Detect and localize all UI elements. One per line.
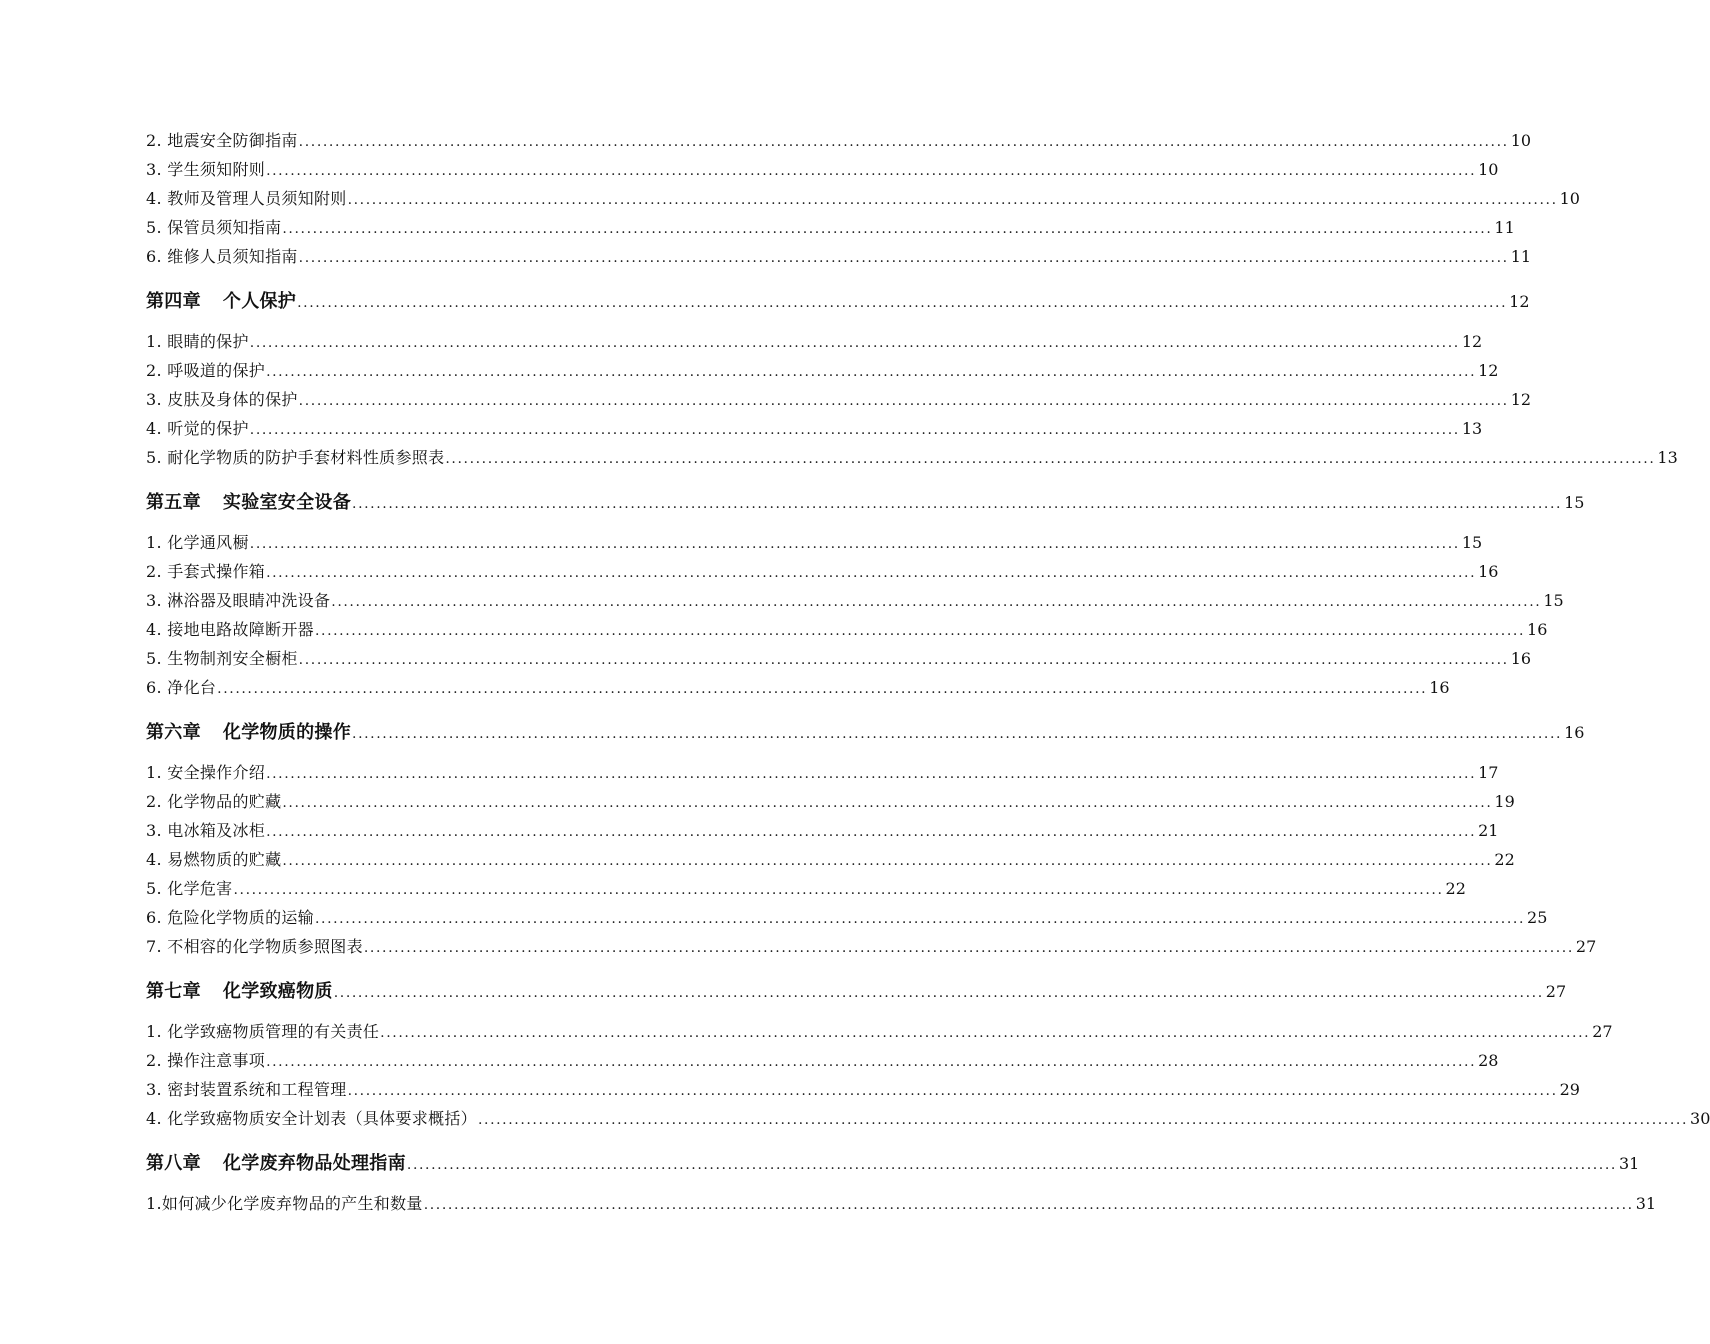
toc-page-number: 13 <box>1657 448 1678 467</box>
toc-entry-number: 第五章 <box>146 492 201 513</box>
toc-entry-number: 3. <box>146 160 162 179</box>
dot-leader: ........................................................................................................................................................................................................ <box>445 451 1656 467</box>
toc-page-number: 27 <box>1575 937 1597 956</box>
dot-leader: ........................................................................................................................................................................................................ <box>477 1112 1689 1128</box>
toc-section-entry[interactable] <box>146 329 1483 352</box>
toc-page-number: 12 <box>1478 361 1499 380</box>
toc-section-entry[interactable] <box>146 789 1515 812</box>
toc-page-number: 29 <box>1559 1080 1580 1099</box>
dot-leader: ........................................................................................................................................................................................................ <box>282 221 1493 237</box>
toc-page-number: 28 <box>1478 1051 1499 1070</box>
dot-leader: ........................................................................................................................................................................................................ <box>266 824 1477 840</box>
dot-leader: ........................................................................................................................................................................................................ <box>217 681 1428 697</box>
dot-leader: ........................................................................................................................................................................................................ <box>249 335 1460 351</box>
toc-section-entry[interactable] <box>146 186 1580 209</box>
toc-section-entry[interactable] <box>146 128 1532 151</box>
toc-entry-number: 第八章 <box>146 1153 201 1174</box>
dot-leader: ........................................................................................................................................................................................................ <box>423 1197 1634 1213</box>
toc-entry-title: 安全操作介绍 <box>167 763 266 782</box>
dot-leader: ........................................................................................................................................................................................................ <box>352 726 1563 742</box>
toc-page-number: 31 <box>1635 1194 1657 1213</box>
toc-page-number: 11 <box>1494 218 1515 237</box>
toc-page-number: 10 <box>1559 189 1580 208</box>
toc-chapter-entry[interactable] <box>146 1149 1640 1175</box>
dot-leader: ........................................................................................................................................................................................................ <box>298 134 1509 150</box>
toc-entry-title: 如何减少化学废弃物品的产生和数量 <box>161 1194 423 1213</box>
toc-section-entry[interactable] <box>146 157 1499 180</box>
toc-page-number: 17 <box>1478 763 1499 782</box>
toc-entry-label <box>146 1077 347 1100</box>
toc-page-number: 11 <box>1510 247 1532 266</box>
toc-entry-number: 2. <box>146 361 162 380</box>
toc-page-number: 25 <box>1527 908 1548 927</box>
toc-chapter-entry[interactable] <box>146 488 1585 514</box>
toc-entry-label <box>146 617 314 640</box>
toc-entry-number: 5. <box>146 879 162 898</box>
toc-section-entry[interactable] <box>146 1048 1499 1071</box>
toc-page-number: 12 <box>1461 332 1483 351</box>
toc-page-number: 27 <box>1592 1022 1613 1041</box>
toc-entry-number: 3. <box>146 1080 162 1099</box>
dot-leader: ........................................................................................................................................................................................................ <box>347 192 1558 208</box>
toc-section-entry[interactable] <box>146 588 1564 611</box>
toc-entry-number: 5. <box>146 649 162 668</box>
toc-entry-label <box>146 718 351 744</box>
toc-section-entry[interactable] <box>146 617 1548 640</box>
toc-entry-number: 4. <box>146 189 162 208</box>
toc-section-entry[interactable] <box>146 358 1499 381</box>
toc-entry-number: 第四章 <box>146 291 201 312</box>
dot-leader: ........................................................................................................................................................................................................ <box>266 1054 1477 1070</box>
toc-entry-label <box>146 157 265 180</box>
toc-section-entry[interactable] <box>146 530 1483 553</box>
dot-leader: ........................................................................................................................................................................................................ <box>314 623 1526 639</box>
dot-leader: ........................................................................................................................................................................................................ <box>266 565 1477 581</box>
toc-entry-label <box>146 559 265 582</box>
toc-entry-number: 第六章 <box>146 722 201 743</box>
toc-entry-label <box>146 876 232 899</box>
dot-leader: ........................................................................................................................................................................................................ <box>266 163 1477 179</box>
toc-entry-label <box>146 1019 379 1042</box>
toc-entry-title: 净化台 <box>167 678 217 697</box>
toc-section-entry[interactable] <box>146 416 1483 439</box>
toc-entry-number: 4. <box>146 620 162 639</box>
toc-section-entry[interactable] <box>146 847 1515 870</box>
toc-entry-title: 危险化学物质的运输 <box>167 908 314 927</box>
dot-leader: ........................................................................................................................................................................................................ <box>298 250 1509 266</box>
toc-entry-title: 听觉的保护 <box>167 419 249 438</box>
toc-page-number: 13 <box>1461 419 1483 438</box>
toc-entry-label <box>146 760 265 783</box>
toc-entry-title: 接地电路故障断开器 <box>167 620 314 639</box>
dot-leader: ........................................................................................................................................................................................................ <box>333 985 1544 1001</box>
toc-entry-number: 1. <box>146 1022 162 1041</box>
toc-entry-number: 1. <box>146 1194 162 1213</box>
toc-entry-title: 操作注意事项 <box>167 1051 266 1070</box>
toc-page-number: 16 <box>1564 723 1585 742</box>
toc-page-number: 10 <box>1510 131 1532 150</box>
toc-entry-label <box>146 488 351 514</box>
toc-entry-label <box>146 934 363 957</box>
toc-section-entry[interactable] <box>146 1077 1580 1100</box>
toc-section-entry[interactable] <box>146 646 1532 669</box>
toc-entry-title: 实验室安全设备 <box>222 492 352 513</box>
toc-entry-title: 呼吸道的保护 <box>167 361 266 380</box>
dot-leader: ........................................................................................................................................................................................................ <box>331 594 1542 610</box>
dot-leader: ........................................................................................................................................................................................................ <box>298 393 1509 409</box>
toc-entry-number: 6. <box>146 908 162 927</box>
toc-entry-label <box>146 215 281 238</box>
toc-entry-title: 化学致癌物质 <box>222 981 333 1002</box>
toc-page-number: 22 <box>1445 879 1466 898</box>
toc-page-number: 16 <box>1478 562 1499 581</box>
dot-leader: ........................................................................................................................................................................................................ <box>282 795 1493 811</box>
toc-entry-label <box>146 445 444 468</box>
toc-entry-title: 化学危害 <box>167 879 233 898</box>
toc-entry-label <box>146 646 298 669</box>
dot-leader: ........................................................................................................................................................................................................ <box>298 652 1509 668</box>
toc-entry-title: 教师及管理人员须知附则 <box>167 189 347 208</box>
toc-entry-label <box>146 818 265 841</box>
toc-page-number: 19 <box>1494 792 1515 811</box>
dot-leader: ........................................................................................................................................................................................................ <box>314 911 1526 927</box>
toc-entry-title: 电冰箱及冰柜 <box>167 821 266 840</box>
toc-page-number: 21 <box>1478 821 1499 840</box>
toc-entry-label <box>146 287 296 313</box>
dot-leader: ........................................................................................................................................................................................................ <box>266 766 1477 782</box>
toc-entry-number: 4. <box>146 850 162 869</box>
toc-section-entry[interactable] <box>146 934 1597 957</box>
toc-entry-number: 第七章 <box>146 981 201 1002</box>
dot-leader: ........................................................................................................................................................................................................ <box>352 496 1563 512</box>
toc-entry-title: 地震安全防御指南 <box>167 131 298 150</box>
toc-page-number: 30 <box>1690 1109 1710 1128</box>
toc-section-entry[interactable] <box>146 559 1499 582</box>
toc-page-number: 27 <box>1545 982 1567 1001</box>
toc-entry-number: 5. <box>146 218 162 237</box>
toc-entry-number: 2. <box>146 131 162 150</box>
toc-entry-title: 化学废弃物品处理指南 <box>222 1153 406 1174</box>
toc-chapter-entry[interactable] <box>146 718 1585 744</box>
toc-section-entry[interactable] <box>146 760 1499 783</box>
toc-entry-label <box>146 1106 477 1129</box>
toc-section-entry[interactable] <box>146 1019 1613 1042</box>
toc-section-entry[interactable] <box>146 387 1532 410</box>
toc-page-number: 15 <box>1543 591 1564 610</box>
toc-entry-number: 6. <box>146 678 162 697</box>
toc-entry-label <box>146 530 249 553</box>
toc-entry-label <box>146 905 314 928</box>
toc-entry-label <box>146 675 216 698</box>
toc-section-entry[interactable] <box>146 445 1678 468</box>
toc-entry-number: 2. <box>146 792 162 811</box>
toc-entry-number: 1. <box>146 533 162 552</box>
dot-leader: ........................................................................................................................................................................................................ <box>380 1025 1591 1041</box>
toc-entry-title: 手套式操作箱 <box>167 562 266 581</box>
toc-chapter-entry[interactable] <box>146 977 1567 1003</box>
toc-section-entry[interactable] <box>146 905 1548 928</box>
dot-leader: ........................................................................................................................................................................................................ <box>233 882 1444 898</box>
toc-page-number: 22 <box>1494 850 1515 869</box>
toc-entry-number: 1. <box>146 332 162 351</box>
toc-section-entry[interactable] <box>146 675 1450 698</box>
toc-entry-title: 生物制剂安全橱柜 <box>167 649 298 668</box>
toc-entry-title: 化学物质的操作 <box>222 722 352 743</box>
toc-entry-number: 6. <box>146 247 162 266</box>
toc-entry-label <box>146 847 281 870</box>
toc-entry-number: 3. <box>146 591 162 610</box>
toc-page-number: 31 <box>1618 1154 1640 1173</box>
toc-entry-title: 化学致癌物质安全计划表（具体要求概括） <box>167 1109 477 1128</box>
toc-entry-label <box>146 1191 423 1214</box>
toc-entry-label <box>146 186 347 209</box>
dot-leader: ........................................................................................................................................................................................................ <box>347 1083 1558 1099</box>
toc-entry-number: 3. <box>146 390 162 409</box>
toc-entry-number: 2. <box>146 1051 162 1070</box>
toc-page-number: 16 <box>1527 620 1548 639</box>
toc-page-number: 10 <box>1478 160 1499 179</box>
toc-section-entry[interactable] <box>146 818 1499 841</box>
toc-entry-label <box>146 789 281 812</box>
dot-leader: ........................................................................................................................................................................................................ <box>297 295 1508 311</box>
toc-page-number: 16 <box>1510 649 1532 668</box>
toc-entry-label <box>146 1149 406 1175</box>
toc-entry-number: 3. <box>146 821 162 840</box>
toc-section-entry[interactable] <box>146 876 1466 899</box>
toc-entry-title: 耐化学物质的防护手套材料性质参照表 <box>167 448 445 467</box>
toc-entry-title: 个人保护 <box>222 291 297 312</box>
toc-entry-label <box>146 329 249 352</box>
toc-entry-number: 7. <box>146 937 162 956</box>
toc-page-number: 12 <box>1510 390 1532 409</box>
toc-entry-title: 学生须知附则 <box>167 160 266 179</box>
toc-entry-label <box>146 244 298 267</box>
toc-entry-title: 保管员须知指南 <box>167 218 282 237</box>
dot-leader: ........................................................................................................................................................................................................ <box>406 1157 1617 1173</box>
toc-entry-title: 眼睛的保护 <box>167 332 249 351</box>
toc-entry-title: 密封装置系统和工程管理 <box>167 1080 347 1099</box>
dot-leader: ........................................................................................................................................................................................................ <box>363 940 1574 956</box>
toc-entry-number: 5. <box>146 448 162 467</box>
toc-section-entry[interactable] <box>146 215 1515 238</box>
toc-section-entry[interactable] <box>146 244 1532 267</box>
toc-entry-label <box>146 1048 265 1071</box>
toc-entry-label <box>146 387 298 410</box>
toc-entry-label <box>146 416 249 439</box>
toc-entry-title: 维修人员须知指南 <box>167 247 298 266</box>
toc-page-number: 16 <box>1429 678 1450 697</box>
toc-entry-title: 易燃物质的贮藏 <box>167 850 282 869</box>
dot-leader: ........................................................................................................................................................................................................ <box>282 853 1493 869</box>
toc-chapter-entry[interactable] <box>146 287 1530 313</box>
toc-entry-number: 2. <box>146 562 162 581</box>
toc-entry-number: 1. <box>146 763 162 782</box>
toc-entry-title: 皮肤及身体的保护 <box>167 390 298 409</box>
toc-page-number: 15 <box>1461 533 1483 552</box>
toc-entry-label <box>146 128 298 151</box>
toc-entry-title: 不相容的化学物质参照图表 <box>167 937 363 956</box>
toc-page-number: 12 <box>1509 292 1530 311</box>
dot-leader: ........................................................................................................................................................................................................ <box>249 422 1460 438</box>
toc-section-entry[interactable] <box>146 1106 1710 1129</box>
toc-entry-title: 化学致癌物质管理的有关责任 <box>167 1022 380 1041</box>
toc-entry-title: 化学物品的贮藏 <box>167 792 282 811</box>
toc-entry-label <box>146 977 333 1003</box>
dot-leader: ........................................................................................................................................................................................................ <box>249 536 1460 552</box>
toc-entry-title: 淋浴器及眼睛冲洗设备 <box>167 591 331 610</box>
toc-entry-title: 化学通风橱 <box>167 533 249 552</box>
toc-entry-label <box>146 588 330 611</box>
toc-entry-number: 4. <box>146 1109 162 1128</box>
toc-section-entry[interactable] <box>146 1191 1657 1214</box>
toc-page-number: 15 <box>1564 493 1585 512</box>
dot-leader: ........................................................................................................................................................................................................ <box>266 364 1477 380</box>
toc-entry-number: 4. <box>146 419 162 438</box>
toc-entry-label <box>146 358 265 381</box>
